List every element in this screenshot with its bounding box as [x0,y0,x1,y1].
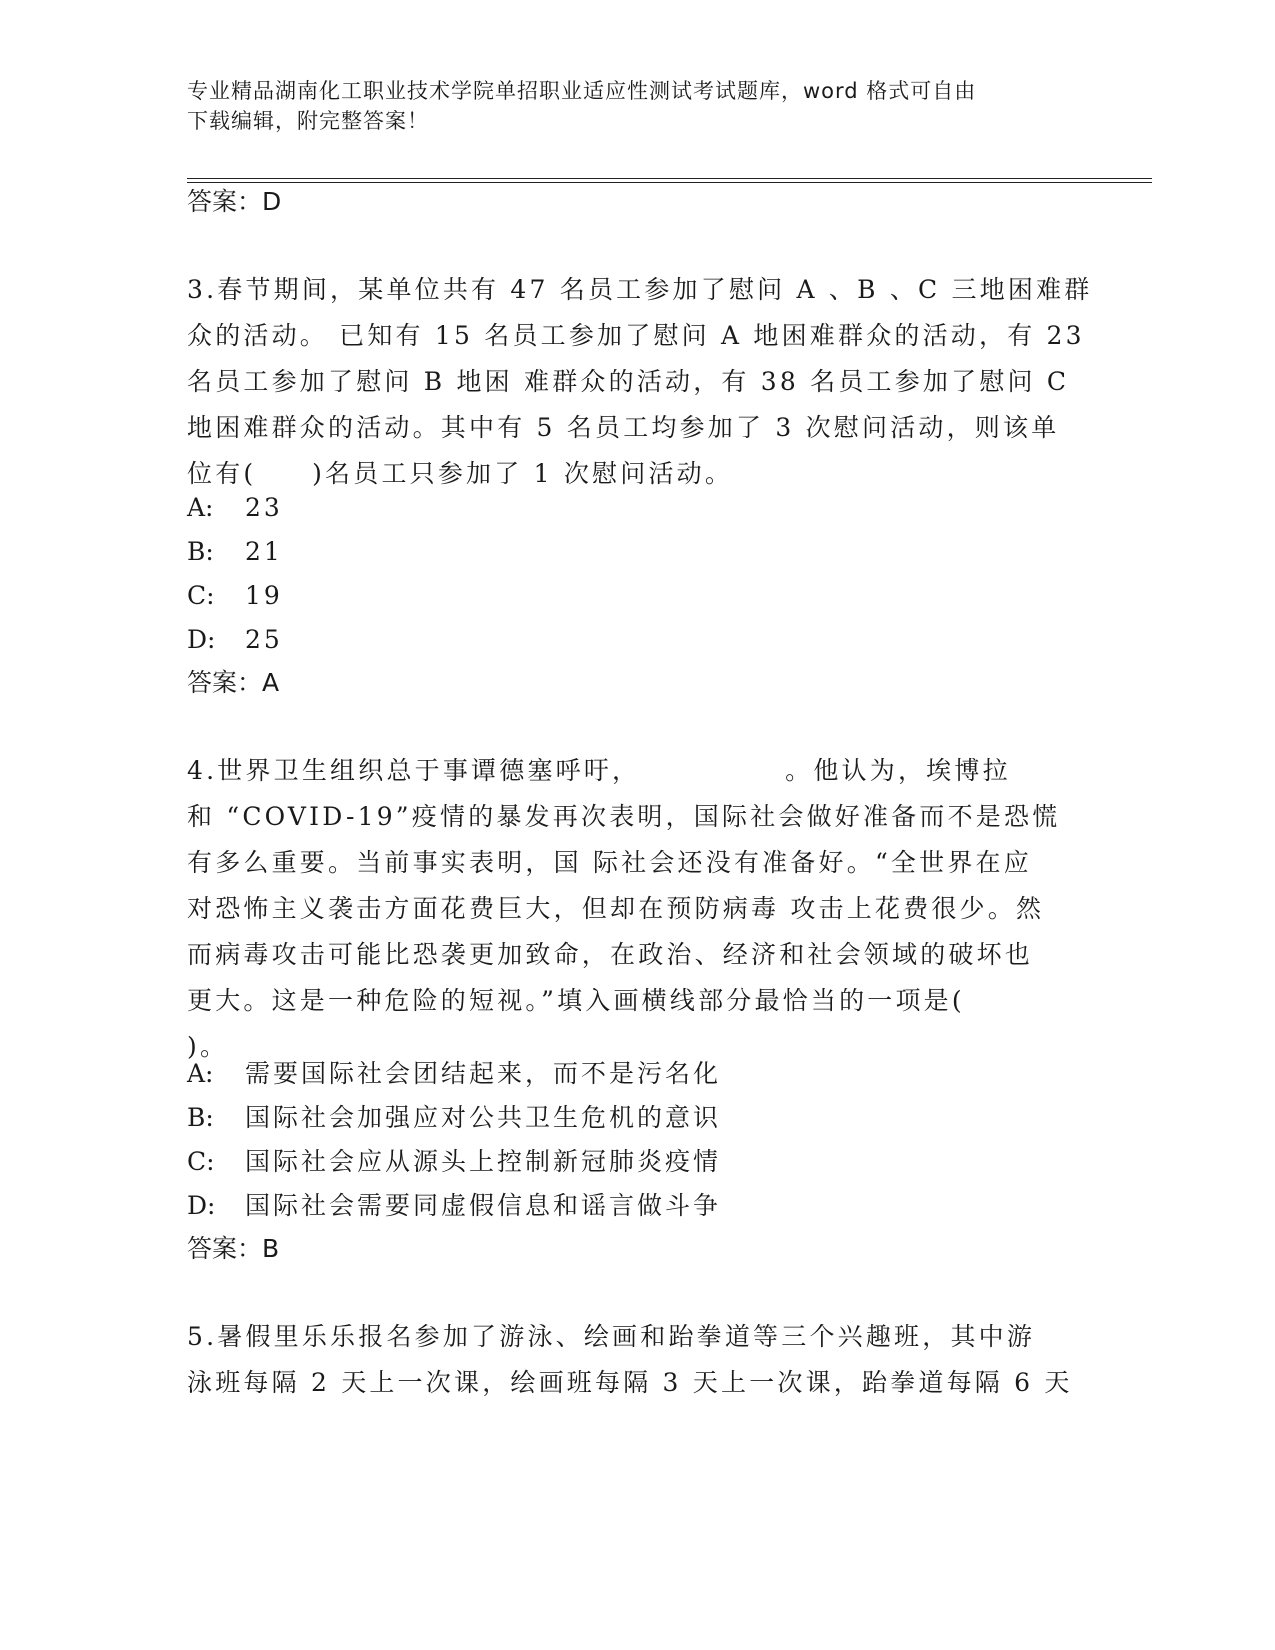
question-4-line: 而病毒攻击可能比恐袭更加致命，在政治、经济和社会领域的破坏也 [187,940,1034,969]
header-line-1: 专业精品湖南化工职业技术学院单招职业适应性测试考试题库，word 格式可自由 [187,79,977,103]
question-4-line: 和 “COVID-19”疫情的暴发再次表明，国际社会做好准备而不是恐慌 [187,802,1061,831]
option-letter: C: [187,581,215,610]
question-3-text [187,267,1093,497]
question-3-line: 众的活动。 已知有 15 名员工参加了慰问 A 地困难群众的活动，有 23 [187,321,1085,350]
question-4-option-a [187,1058,721,1090]
option-letter: D: [187,625,216,654]
question-4-option-d [187,1190,721,1222]
question-5-line: 5.暑假里乐乐报名参加了游泳、绘画和跆拳道等三个兴趣班，其中游 [187,1322,1036,1351]
option-text: 国际社会需要同虚假信息和谣言做斗争 [245,1191,722,1220]
header-rule-bottom [187,182,1152,183]
question-4-text [187,748,1067,1070]
question-3-line: 位有( )名员工只参加了 1 次慰问活动。 [187,459,734,488]
question-3-line: 地困难群众的活动。其中有 5 名员工均参加了 3 次慰问活动，则该单 [187,413,1060,442]
option-letter: D: [187,1191,216,1220]
option-text: 国际社会应从源头上控制新冠肺炎疫情 [245,1147,722,1176]
question-4-option-c [187,1146,721,1178]
question-4-line: 对恐怖主义袭击方面花费巨大，但却在预防病毒 攻击上花费很少。然 [187,894,1045,923]
header-line-2: 下载编辑，附完整答案！ [187,109,429,133]
answer-label: 答案：B [187,1234,280,1263]
option-letter: C: [187,1147,215,1176]
option-letter: B: [187,1103,214,1132]
question-3-option-c [187,580,283,612]
question-4-line: 更大。这是一种危险的短视。”填入画横线部分最恰当的一项是( [187,986,965,1015]
question-3-option-a [187,492,283,524]
answer-label: 答案：A [187,668,280,697]
question-3-option-d [187,624,283,656]
question-3-line: 3.春节期间，某单位共有 47 名员工参加了慰问 A 、B 、C 三地困难群 [187,275,1093,304]
question-3-option-b [187,536,283,568]
option-text: 19 [245,581,283,610]
page-header [187,76,1067,136]
option-text: 25 [245,625,283,654]
question-4-line: )。 [187,1032,229,1061]
answer-label: 答案：D [187,187,282,216]
option-text: 国际社会加强应对公共卫生危机的意识 [245,1103,722,1132]
option-letter: A: [187,493,214,522]
question-4-line: 4.世界卫生组织总于事谭德塞呼吁， 。他认为，埃博拉 [187,756,1011,785]
option-text: 需要国际社会团结起来，而不是污名化 [245,1059,722,1088]
question-4-line: 有多么重要。当前事实表明，国 际社会还没有准备好。“全世界在应 [187,848,1032,877]
question-3-line: 名员工参加了慰问 B 地困 难群众的活动，有 38 名员工参加了慰问 C [187,367,1070,396]
option-text: 23 [245,493,283,522]
question-4-option-b [187,1102,721,1134]
question-5-text [187,1314,1073,1406]
option-text: 21 [245,537,283,566]
option-letter: A: [187,1059,214,1088]
option-letter: B: [187,537,214,566]
question-5-line: 泳班每隔 2 天上一次课，绘画班每隔 3 天上一次课，跆拳道每隔 6 天 [187,1368,1073,1397]
header-rule-top [187,178,1152,179]
